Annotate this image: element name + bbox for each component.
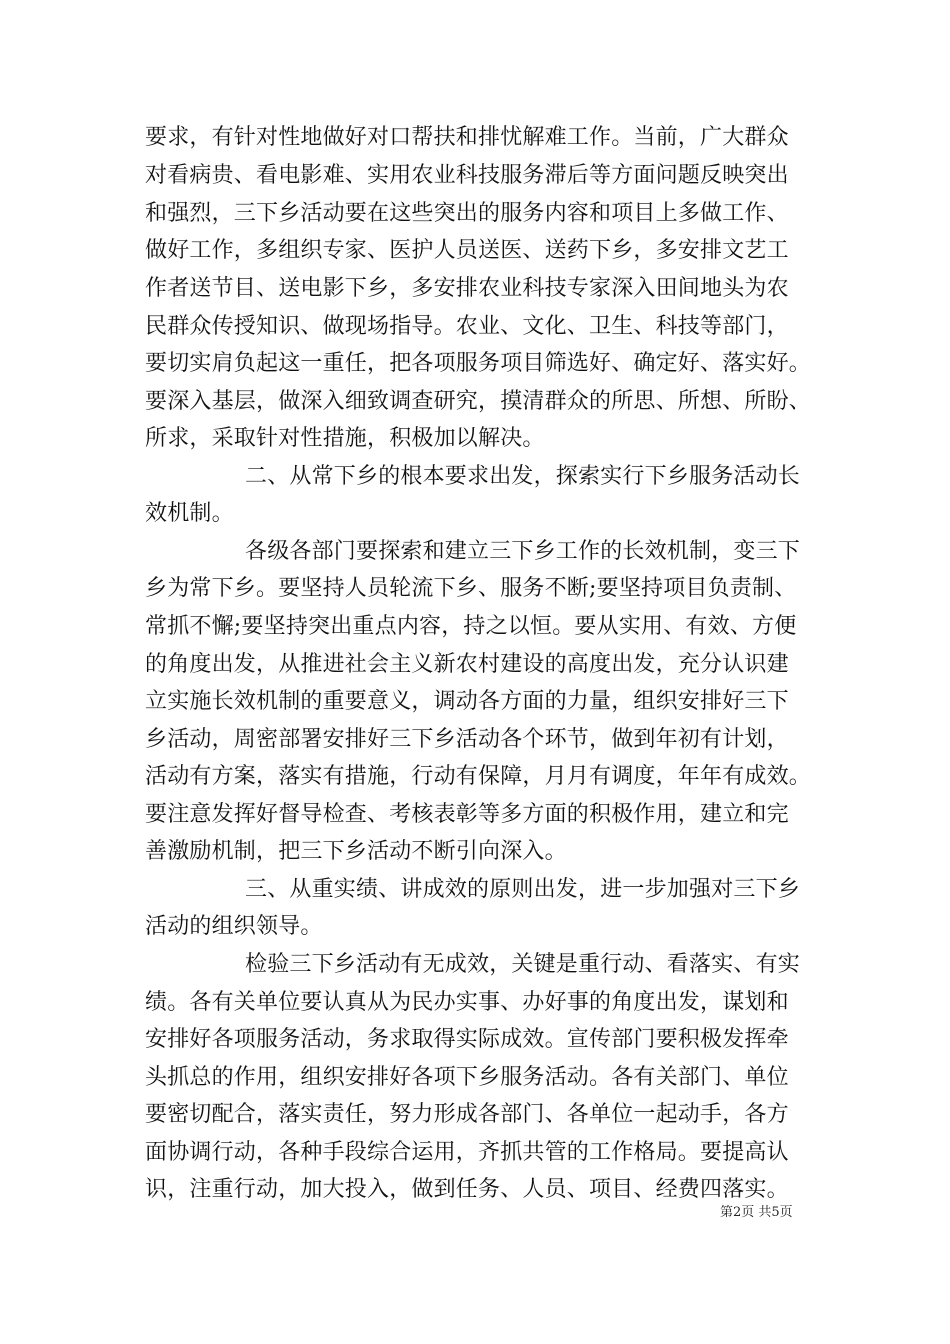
text-line: 活动有方案，落实有措施，行动有保障，月月有调度，年年有成效。 — [145, 764, 812, 789]
page-number: 第2页 共5页 — [720, 1205, 793, 1220]
paragraph-start: 各级各部门要探索和建立三下乡工作的长效机制，变三下 — [245, 539, 801, 564]
text-line: 要求，有针对性地做好对口帮扶和排忧解难工作。当前，广大群众 — [145, 125, 789, 150]
text-line: 和强烈，三下乡活动要在这些突出的服务内容和项目上多做工作、 — [145, 201, 789, 226]
text-line: 头抓总的作用，组织安排好各项下乡服务活动。各有关部门、单位 — [145, 1065, 789, 1090]
text-line: 安排好各项服务活动，务求取得实际成效。宣传部门要积极发挥牵 — [145, 1027, 789, 1052]
text-line: 做好工作，多组织专家、医护人员送医、送药下乡，多安排文艺工 — [145, 238, 789, 263]
text-line: 乡活动，周密部署安排好三下乡活动各个环节，做到年初有计划， — [145, 727, 789, 752]
text-line: 乡为常下乡。要坚持人员轮流下乡、服务不断;要坚持项目负责制、 — [145, 576, 797, 601]
text-line: 常抓不懈;要坚持突出重点内容，持之以恒。要从实用、有效、方便 — [145, 614, 797, 639]
section-heading-3-cont: 活动的组织领导。 — [145, 914, 323, 939]
text-line: 面协调行动，各种手段综合运用，齐抓共管的工作格局。要提高认 — [145, 1140, 789, 1165]
text-line: 作者送节目、送电影下乡，多安排农业科技专家深入田间地头为农 — [145, 276, 789, 301]
text-line: 要切实肩负起这一重任，把各项服务项目筛选好、确定好、落实好。 — [145, 351, 812, 376]
text-line: 所求，采取针对性措施，积极加以解决。 — [145, 426, 545, 451]
text-line: 立实施长效机制的重要意义，调动各方面的力量，组织安排好三下 — [145, 689, 789, 714]
text-line: 绩。各有关单位要认真从为民办实事、办好事的角度出发，谋划和 — [145, 990, 789, 1015]
paragraph-start: 检验三下乡活动有无成效，关键是重行动、看落实、有实 — [245, 952, 801, 977]
text-line: 识，注重行动，加大投入，做到任务、人员、项目、经费四落实。 — [145, 1177, 789, 1202]
text-line: 民群众传授知识、做现场指导。农业、文化、卫生、科技等部门， — [145, 314, 789, 339]
text-line: 对看病贵、看电影难、实用农业科技服务滞后等方面问题反映突出 — [145, 163, 789, 188]
text-line: 要密切配合，落实责任，努力形成各部门、各单位一起动手，各方 — [145, 1102, 789, 1127]
text-line: 善激励机制，把三下乡活动不断引向深入。 — [145, 839, 567, 864]
section-heading-2: 二、从常下乡的根本要求出发，探索实行下乡服务活动长 — [245, 464, 801, 489]
section-heading-2-cont: 效机制。 — [145, 501, 234, 526]
text-line: 要深入基层，做深入细致调查研究，摸清群众的所思、所想、所盼、 — [145, 389, 812, 414]
text-line: 的角度出发，从推进社会主义新农村建设的高度出发，充分认识建 — [145, 652, 789, 677]
section-heading-3: 三、从重实绩、讲成效的原则出发，进一步加强对三下乡 — [245, 877, 801, 902]
text-line: 要注意发挥好督导检查、考核表彰等多方面的积极作用，建立和完 — [145, 802, 789, 827]
